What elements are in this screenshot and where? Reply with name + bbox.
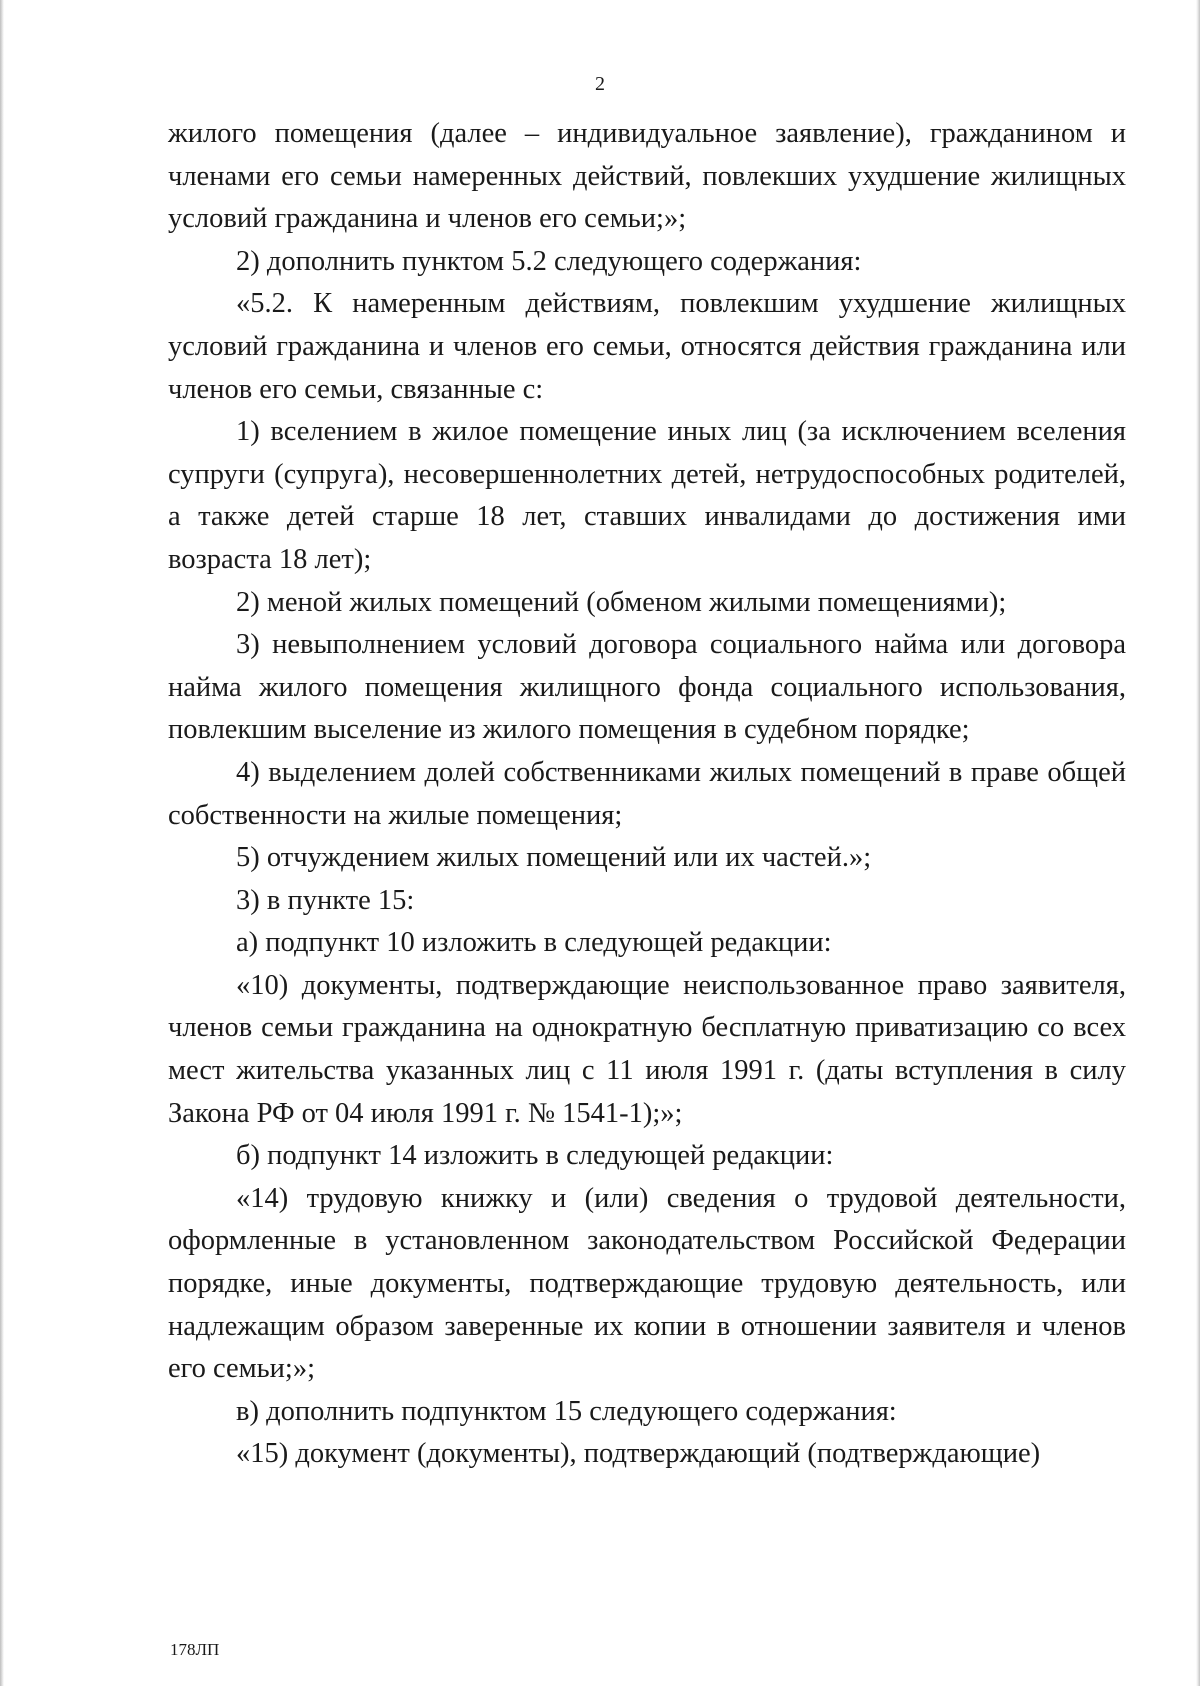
paragraph: 3) невыполнением условий договора социального найма или договора найма жилого помещения жилищного фонда социального использования, повлекшим выселение из жилого помещения в судебном порядке; <box>168 629 1126 746</box>
document-body <box>168 113 1126 1476</box>
paragraph: 1) вселением в жилое помещение иных лиц (за исключением вселения супруги (супруга), несовершеннолетних детей, нетрудоспособных родителей, а также детей старше 18 лет, ставших инвалидами до достижения ими возраста 18 лет); <box>168 416 1126 575</box>
paragraph: «15) документ (документы), подтверждающий (подтверждающие) <box>236 1438 1041 1470</box>
paragraph: 2) меной жилых помещений (обменом жилыми помещениями); <box>236 586 1007 618</box>
page-number: 2 <box>595 73 605 95</box>
paragraph: жилого помещения (далее – индивидуальное заявление), гражданином и членами его семьи намеренных действий, повлекших ухудшение жилищных условий гражданина и членов его семьи;»; <box>168 118 1126 235</box>
paragraph: а) подпункт 10 изложить в следующей редакции: <box>236 927 832 959</box>
scan-edge-right <box>1196 0 1200 1686</box>
paragraph: «5.2. К намеренным действиям, повлекшим ухудшение жилищных условий гражданина и членов его семьи, относятся действия гражданина или членов его семьи, связанные с: <box>168 288 1126 405</box>
document-code: 178ЛП <box>170 1640 220 1659</box>
paragraph: б) подпункт 14 изложить в следующей редакции: <box>236 1140 834 1172</box>
scan-edge-left <box>0 0 4 1686</box>
paragraph: в) дополнить подпунктом 15 следующего содержания: <box>236 1395 897 1427</box>
paragraph: 3) в пункте 15: <box>236 884 415 916</box>
paragraph: 4) выделением долей собственниками жилых помещений в праве общей собственности на жилые помещения; <box>168 756 1126 831</box>
paragraph: «14) трудовую книжку и (или) сведения о трудовой деятельности, оформленные в установленном законодательством Российской Федерации порядке, иные документы, подтверждающие трудовую деятельность, или надлежащим образом заверенные их копии в отношении заявителя и членов его семьи;»; <box>168 1182 1126 1385</box>
paragraph: 2) дополнить пунктом 5.2 следующего содержания: <box>236 245 862 277</box>
paragraph: «10) документы, подтверждающие неиспользованное право заявителя, членов семьи гражданина на однократную бесплатную приватизацию со всех мест жительства указанных лиц с 11 июля 1991 г. (даты вступления в силу Закона РФ от 04 июля 1991 г. № 1541-1);»; <box>168 969 1126 1129</box>
paragraph: 5) отчуждением жилых помещений или их частей.»; <box>236 842 872 874</box>
